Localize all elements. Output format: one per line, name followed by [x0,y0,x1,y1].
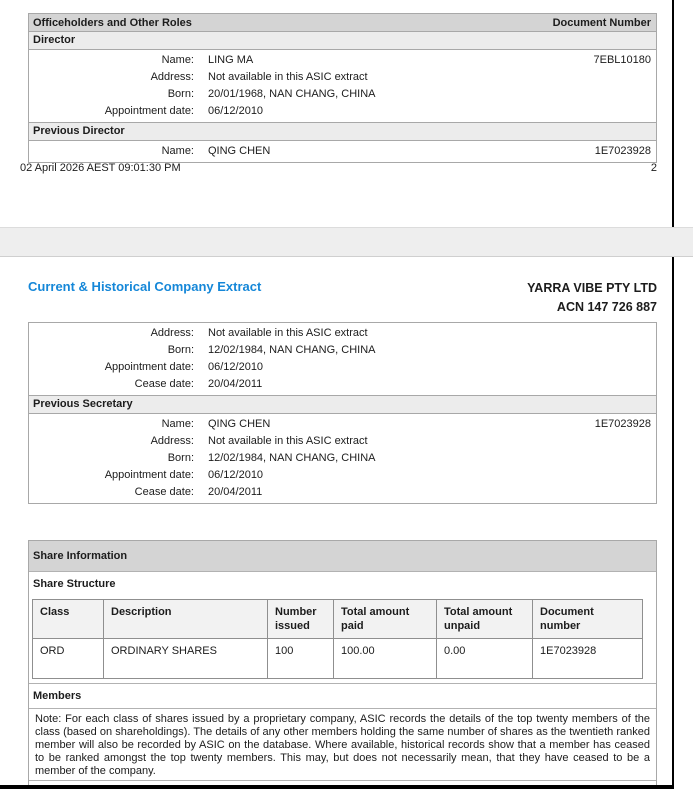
row-label: Appointment date: [104,361,194,373]
document-number: 1E7023928 [594,145,651,157]
row-value: Not available in this ASIC extract [208,71,368,83]
row-value: 12/02/1984, NAN CHANG, CHINA [208,344,376,356]
company-name: YARRA VIBE PTY LTD [527,281,657,295]
viewport-right-border [672,0,674,789]
previous-secretary-details [29,414,656,503]
detail-row [29,484,656,501]
cell-description: ORDINARY SHARES [104,639,268,679]
detail-row [29,143,656,160]
section-previous-secretary: Previous Secretary [29,395,656,414]
detail-row [29,325,656,342]
column-header-description: Description [104,600,268,639]
section-director: Director [29,31,656,50]
column-header-document-number: Document number [533,600,643,639]
document-number-header-label: Document Number [552,16,651,29]
row-value: QING CHEN [208,145,271,157]
director-details [29,50,656,122]
viewport-bottom-border [0,785,674,789]
row-value: 06/12/2010 [208,361,264,373]
row-label: Cease date: [134,486,194,498]
cell-document-number: 1E7023928 [533,639,643,679]
officeholders-header-label: Officeholders and Other Roles [33,16,192,29]
footer-page-number: 2 [650,162,657,174]
column-header-class: Class [33,600,104,639]
row-value: 12/02/1984, NAN CHANG, CHINA [208,452,376,464]
company-identity [527,279,657,317]
row-label: Born: [167,88,194,100]
extract-title: Current & Historical Company Extract [28,279,262,294]
document-number: 7EBL10180 [593,54,651,66]
column-header-total-paid: Total amount paid [334,600,437,639]
row-label: Address: [150,435,194,447]
detail-row [29,450,656,467]
row-label: Born: [167,452,194,464]
cell-class: ORD [33,639,104,679]
share-structure-header: Share Structure [33,578,116,590]
share-table-header-row [33,600,643,639]
detail-row [29,103,656,120]
row-label: Name: [161,145,194,157]
share-table-row [33,639,643,679]
detail-row [29,69,656,86]
row-label: Address: [150,327,194,339]
page-separator [0,227,693,257]
row-label: Cease date: [134,378,194,390]
column-header-number-issued: Number issued [268,600,334,639]
cell-number-issued: 100 [268,639,334,679]
company-acn: ACN 147 726 887 [556,300,657,314]
share-structure-table [32,599,643,679]
row-label: Address: [150,71,194,83]
cell-total-paid: 100.00 [334,639,437,679]
row-value: LING MA [208,54,254,66]
share-information-section [28,540,657,789]
members-note: Note: For each class of shares issued by a proprietary company, ASIC records the details of the top twenty members of the class (based on shareholdings). The details of any other members holding the same number of shares as the twentieth ranked member will also be recorded by ASIC on the database. Where available, historical records show that a member has ceased to be ranked amongst the top twenty members. This may, but does not necessarily mean, that they have ceased to be a member of the company. [29,708,656,781]
row-value: 06/12/2010 [208,469,264,481]
document-number: 1E7023928 [594,418,651,430]
row-label: Born: [167,344,194,356]
row-value: QING CHEN [208,418,271,430]
detail-row [29,52,656,69]
row-label: Appointment date: [104,469,194,481]
officeholders-table-header [29,14,656,31]
officeholders-table [28,13,657,163]
row-value: 06/12/2010 [208,105,264,117]
row-value: Not available in this ASIC extract [208,327,368,339]
row-value: 20/04/2011 [208,486,263,498]
row-label: Name: [161,418,194,430]
row-label: Appointment date: [104,105,194,117]
footer-timestamp: 02 April 2026 AEST 09:01:30 PM [20,162,181,174]
row-value: Not available in this ASIC extract [208,435,368,447]
column-header-total-unpaid: Total amount unpaid [437,600,533,639]
detail-row [29,376,656,393]
previous-director-details [29,141,656,162]
section-previous-director: Previous Director [29,122,656,141]
secretary-details [29,323,656,395]
detail-row [29,433,656,450]
row-value: 20/01/1968, NAN CHANG, CHINA [208,88,376,100]
row-label: Name: [161,54,194,66]
detail-row [29,342,656,359]
detail-row [29,359,656,376]
detail-row [29,416,656,433]
extract-page-header [28,279,657,317]
detail-row [29,467,656,484]
secretary-table [28,322,657,504]
detail-row [29,86,656,103]
share-structure-table-wrap [29,596,656,683]
share-information-header: Share Information [29,541,656,572]
cell-total-unpaid: 0.00 [437,639,533,679]
page-footer [20,161,657,175]
row-value: 20/04/2011 [208,378,263,390]
members-header: Members [29,683,656,708]
